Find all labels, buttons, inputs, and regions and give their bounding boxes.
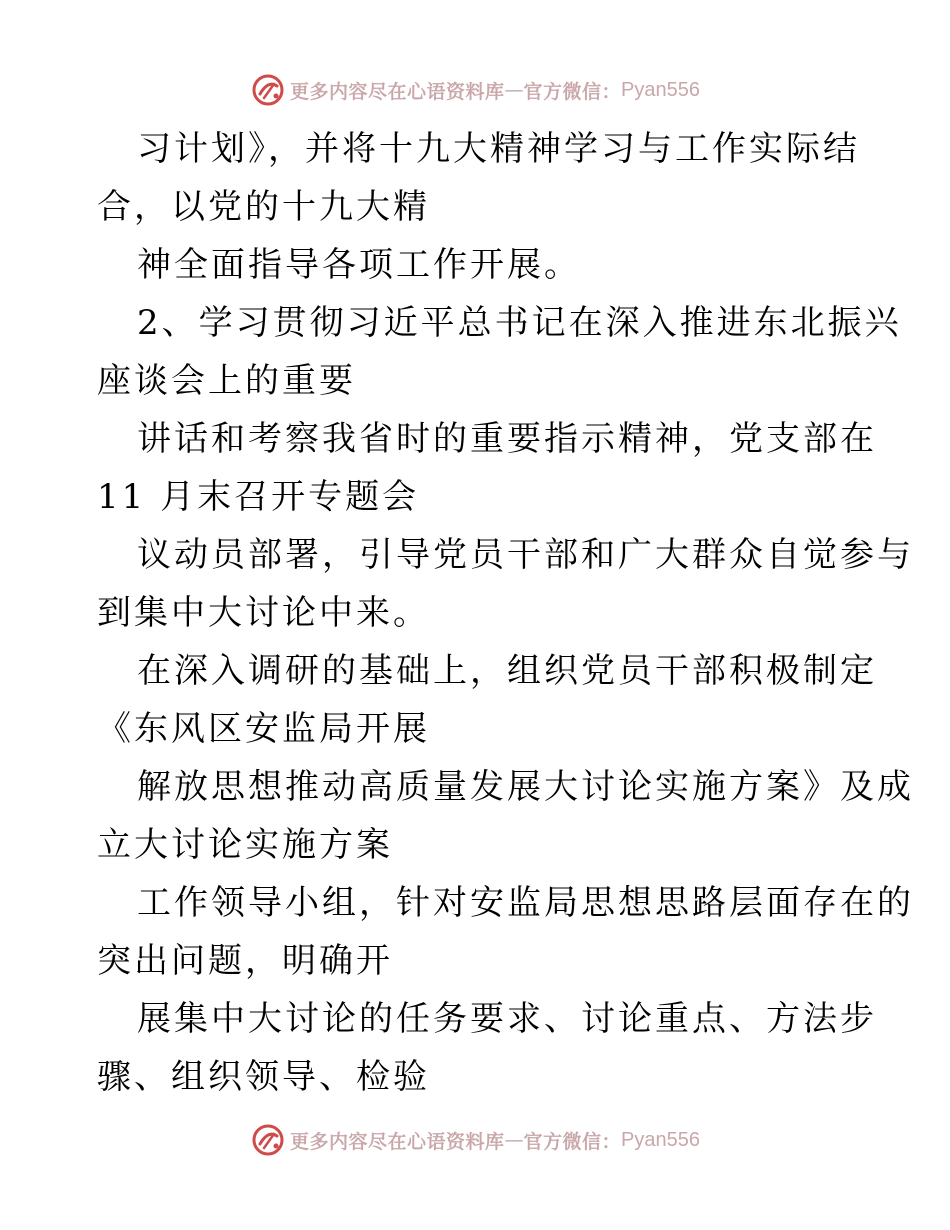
watermark-text: 更多内容尽在心语资料库 bbox=[290, 1130, 505, 1153]
watermark-text: 更多内容尽在心语资料库 bbox=[290, 80, 505, 103]
watermark-separator: — bbox=[504, 79, 524, 101]
text-line: 到集中大讨论中来。 bbox=[97, 593, 430, 633]
logo-icon bbox=[250, 1122, 286, 1158]
text-line: 突出问题，明确开 bbox=[97, 941, 393, 981]
text-line: 在深入调研的基础上，组织党员干部积极制定 bbox=[137, 651, 877, 691]
watermark-footer bbox=[0, 1120, 950, 1160]
document-body bbox=[97, 120, 914, 1106]
text-line: 立大讨论实施方案 bbox=[97, 825, 393, 865]
text-line: 《东风区安监局开展 bbox=[97, 709, 430, 749]
text-line: 神全面指导各项工作开展。 bbox=[137, 245, 581, 285]
text-line: 骤、组织领导、检验 bbox=[97, 1057, 430, 1097]
text-line: 习计划》，并将十九大精神学习与工作实际结 bbox=[137, 129, 860, 169]
watermark-account: Pyan556 bbox=[621, 78, 700, 101]
text-line: 座谈会上的重要 bbox=[97, 361, 356, 401]
text-line: 合，以党的十九大精 bbox=[97, 187, 430, 227]
text-line: 议动员部署，引导党员干部和广大群众自觉参与 bbox=[137, 535, 914, 575]
watermark-official-label: 官方微信： bbox=[523, 80, 622, 103]
watermark-header bbox=[0, 70, 950, 110]
text-line: 展集中大讨论的任务要求、讨论重点、方法步 bbox=[137, 999, 877, 1039]
text-line: 工作领导小组，针对安监局思想思路层面存在的 bbox=[137, 883, 914, 923]
watermark-official-label: 官方微信： bbox=[523, 1130, 622, 1153]
text-line: 2、学习贯彻习近平总书记在深入推进东北振兴 bbox=[137, 303, 902, 343]
text-line: 11 月末召开专题会 bbox=[97, 477, 420, 517]
text-line: 解放思想推动高质量发展大讨论实施方案》及成 bbox=[137, 767, 914, 807]
watermark-account: Pyan556 bbox=[621, 1128, 700, 1151]
watermark-separator: — bbox=[504, 1129, 524, 1151]
text-line: 讲话和考察我省时的重要指示精神，党支部在 bbox=[137, 419, 877, 459]
logo-icon bbox=[250, 72, 286, 108]
